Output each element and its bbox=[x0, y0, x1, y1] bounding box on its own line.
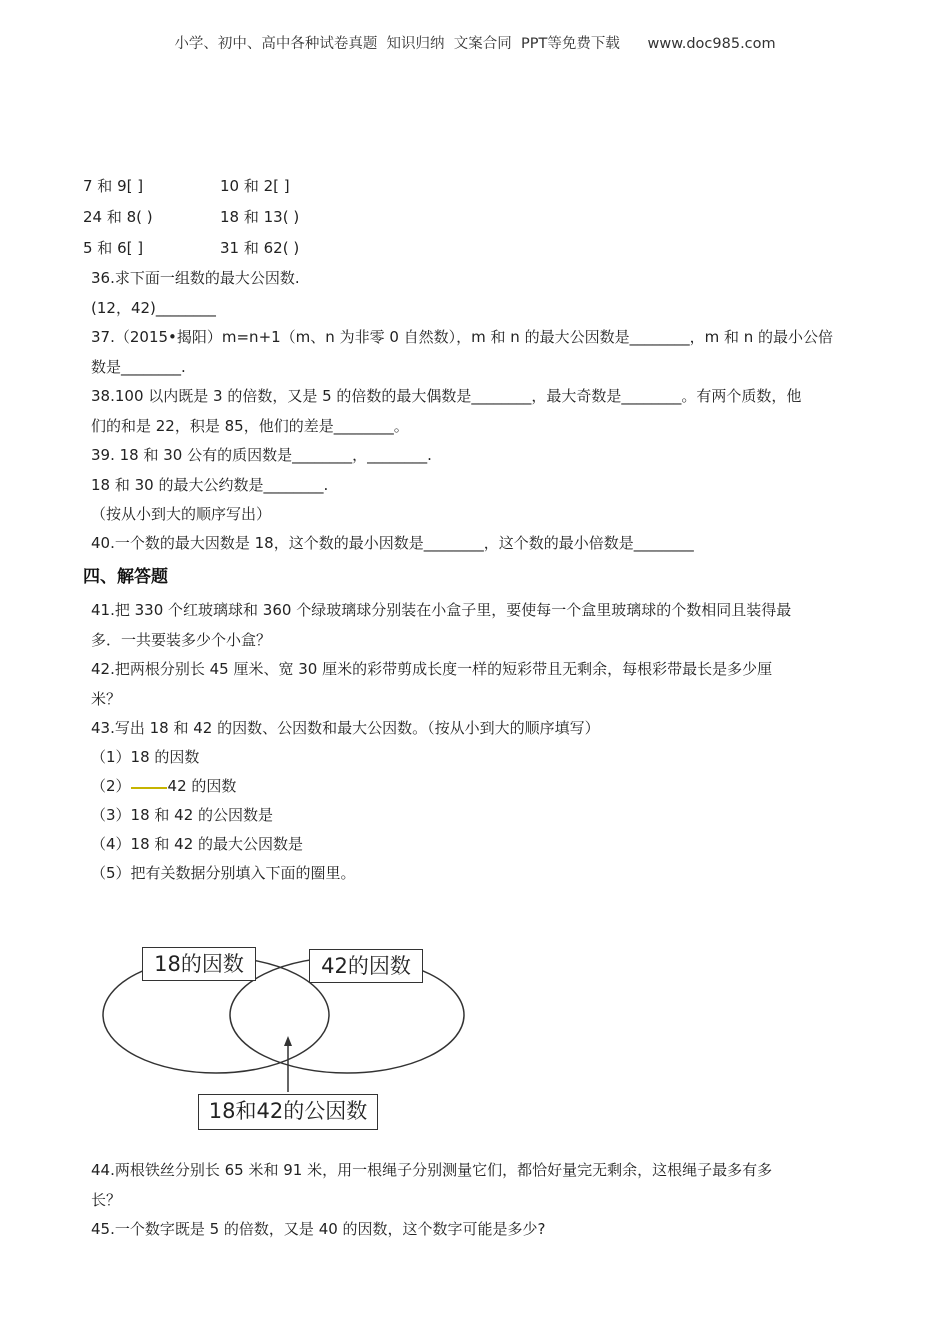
section-title-answers: 四、解答题 bbox=[83, 567, 168, 587]
q39-line2: 18 和 30 的最大公约数是________. bbox=[91, 476, 329, 494]
q39-line3: （按从小到大的顺序写出） bbox=[91, 505, 272, 523]
label-factors-42: 42的因数 bbox=[309, 949, 423, 983]
q38-line2: 们的和是 22，积是 85，他们的差是________。 bbox=[91, 417, 409, 435]
q43-line1: 43.写出 18 和 42 的因数、公因数和最大公因数。（按从小到大的顺序填写） bbox=[91, 719, 600, 737]
arrow-head-icon bbox=[284, 1036, 292, 1046]
q44-line1: 44.两根铁丝分别长 65 米和 91 米，用一根绳子分别测量它们，都恰好量完无剩余，这根绳子最多有多 bbox=[91, 1161, 773, 1179]
q42-line1: 42.把两根分别长 45 厘米、宽 30 厘米的彩带剪成长度一样的短彩带且无剩余，每根彩带最长是多少厘 bbox=[91, 660, 773, 678]
q43-sub2 bbox=[91, 776, 236, 796]
q38-line1: 38.100 以内既是 3 的倍数，又是 5 的倍数的最大偶数是________，最大奇数是________。有两个质数，他 bbox=[91, 387, 802, 405]
q44-line2: 长？ bbox=[91, 1191, 122, 1209]
pair-2-left: 24 和 8( ) bbox=[83, 208, 153, 226]
highlight-mark bbox=[131, 787, 167, 789]
q43-sub4: （4）18 和 42 的最大公因数是 bbox=[91, 835, 304, 853]
q36-line1: 36.求下面一组数的最大公因数. bbox=[91, 269, 300, 287]
label-factors-18: 18的因数 bbox=[142, 947, 256, 981]
q41-line2: 多．一共要装多少个小盒？ bbox=[91, 631, 272, 649]
page-header: 小学、初中、高中各种试卷真题 知识归纳 文案合同 PPT等免费下载 www.doc985.com bbox=[174, 36, 776, 52]
pair-3-right: 31 和 62( ) bbox=[220, 239, 300, 257]
q39-line1: 39. 18 和 30 公有的质因数是________，________. bbox=[91, 446, 432, 464]
q43-sub1: （1）18 的因数 bbox=[91, 748, 200, 766]
q45-line: 45.一个数字既是 5 的倍数，又是 40 的因数，这个数字可能是多少? bbox=[91, 1220, 546, 1238]
q37-line2: 数是________. bbox=[91, 358, 186, 376]
label-common-factors: 18和42的公因数 bbox=[198, 1094, 378, 1130]
q36-line2: (12，42)________ bbox=[91, 299, 216, 317]
q41-line1: 41.把 330 个红玻璃球和 360 个绿玻璃球分别装在小盒子里，要使每一个盒里玻璃球的个数相同且装得最 bbox=[91, 601, 792, 619]
q40-line: 40.一个数的最大因数是 18，这个数的最小因数是________，这个数的最小倍数是________ bbox=[91, 534, 694, 552]
venn-diagram bbox=[96, 938, 476, 1138]
q43-sub3: （3）18 和 42 的公因数是 bbox=[91, 806, 274, 824]
q37-line1: 37.（2015•揭阳）m=n+1（m、n 为非零 0 自然数），m 和 n 的最大公因数是________，m 和 n 的最小公倍 bbox=[91, 328, 833, 346]
pair-1-right: 10 和 2[ ] bbox=[220, 177, 290, 195]
pair-2-right: 18 和 13( ) bbox=[220, 208, 300, 226]
q43-sub2-text: 42 的因数 bbox=[167, 777, 237, 795]
q43-sub2-prefix: （2） bbox=[91, 777, 131, 795]
q42-line2: 米？ bbox=[91, 690, 122, 708]
pair-3-left: 5 和 6[ ] bbox=[83, 239, 144, 257]
pair-1-left: 7 和 9[ ] bbox=[83, 177, 144, 195]
q43-sub5: （5）把有关数据分别填入下面的圈里。 bbox=[91, 864, 356, 882]
